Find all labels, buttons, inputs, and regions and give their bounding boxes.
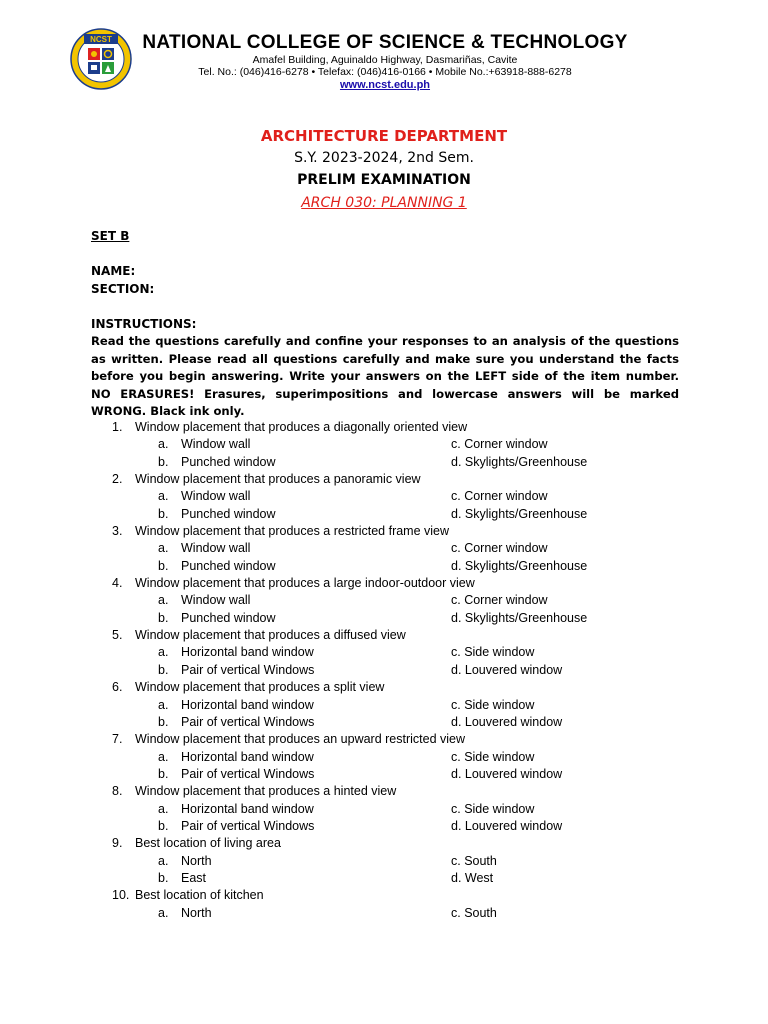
question-number: 10. (112, 888, 130, 903)
option-b: Punched window (181, 454, 276, 469)
option-row (0, 871, 768, 888)
option-b: East (181, 870, 207, 885)
option-row (0, 819, 768, 836)
department-title: ARCHITECTURE DEPARTMENT (260, 127, 508, 145)
option-row (0, 715, 768, 732)
option-letter: a. (158, 593, 169, 608)
option-row (0, 663, 768, 680)
question-number: 6. (112, 680, 123, 695)
question-item (0, 732, 768, 749)
question-text: Window placement that produces a hinted view (135, 784, 397, 799)
option-a: Window wall (181, 489, 251, 504)
option-row (0, 559, 768, 576)
svg-text:NCST: NCST (90, 35, 112, 44)
option-letter: b. (158, 818, 169, 833)
option-letter: b. (158, 662, 169, 677)
question-text: Window placement that produces a diffused view (135, 628, 406, 643)
school-name: NATIONAL COLLEGE OF SCIENCE & TECHNOLOGY (142, 32, 628, 53)
option-row (0, 489, 768, 506)
option-c: c. South (451, 905, 497, 920)
option-d: d. Skylights/Greenhouse (451, 610, 588, 625)
option-row (0, 507, 768, 524)
option-letter: b. (158, 714, 169, 729)
option-a: North (181, 853, 212, 868)
option-c: c. Corner window (451, 541, 548, 556)
option-letter: a. (158, 437, 169, 452)
question-text: Window placement that produces a split view (135, 680, 385, 695)
exam-titles (0, 124, 768, 215)
question-text: Best location of living area (135, 836, 281, 851)
option-letter: a. (158, 697, 169, 712)
course-title: ARCH 030: PLANNING 1 (301, 195, 467, 211)
option-a: Horizontal band window (181, 801, 314, 816)
option-b: Pair of vertical Windows (181, 818, 315, 833)
option-letter: a. (158, 645, 169, 660)
question-number: 5. (112, 628, 123, 643)
option-d: d. Louvered window (451, 818, 563, 833)
option-row (0, 437, 768, 454)
option-c: c. Corner window (451, 489, 548, 504)
question-number: 8. (112, 784, 123, 799)
question-text: Window placement that produces a restricted frame view (135, 524, 450, 539)
option-b: Pair of vertical Windows (181, 714, 315, 729)
option-a: Window wall (181, 541, 251, 556)
option-row (0, 854, 768, 871)
question-number: 3. (112, 524, 123, 539)
option-letter: b. (158, 870, 169, 885)
question-number: 2. (112, 472, 123, 487)
exam-type: PRELIM EXAMINATION (297, 172, 471, 188)
option-c: c. Side window (451, 801, 535, 816)
school-seal-logo (70, 28, 132, 90)
option-row (0, 541, 768, 558)
option-d: d. West (451, 870, 494, 885)
option-letter: a. (158, 541, 169, 556)
option-row (0, 698, 768, 715)
question-number: 1. (112, 420, 123, 434)
school-website-link[interactable]: www.ncst.edu.ph (339, 79, 431, 91)
option-letter: b. (158, 506, 169, 521)
option-row (0, 767, 768, 784)
option-row (0, 750, 768, 767)
option-d: d. Skylights/Greenhouse (451, 454, 588, 469)
option-letter: a. (158, 905, 169, 920)
option-letter: a. (158, 853, 169, 868)
option-c: c. Side window (451, 697, 535, 712)
option-letter: a. (158, 749, 169, 764)
option-c: c. Side window (451, 645, 535, 660)
option-row (0, 611, 768, 628)
option-a: Window wall (181, 437, 251, 452)
option-a: Horizontal band window (181, 645, 314, 660)
option-b: Pair of vertical Windows (181, 766, 315, 781)
option-letter: a. (158, 489, 169, 504)
question-item (0, 784, 768, 801)
option-row (0, 455, 768, 472)
option-d: d. Louvered window (451, 662, 563, 677)
option-c: c. Corner window (451, 437, 548, 452)
question-item (0, 888, 768, 905)
question-item (0, 524, 768, 541)
question-text: Window placement that produces a diagonally oriented view (135, 420, 468, 434)
question-text: Window placement that produces a large indoor-outdoor view (135, 576, 475, 591)
name-label: NAME: (91, 264, 136, 278)
set-label: SET B (91, 229, 130, 243)
option-b: Pair of vertical Windows (181, 662, 315, 677)
question-text: Best location of kitchen (135, 888, 264, 903)
option-b: Punched window (181, 558, 276, 573)
question-text: Window placement that produces an upward restricted view (135, 732, 466, 747)
option-a: Horizontal band window (181, 697, 314, 712)
question-item (0, 628, 768, 645)
option-letter: b. (158, 766, 169, 781)
option-letter: b. (158, 558, 169, 573)
option-row (0, 593, 768, 610)
question-item (0, 836, 768, 853)
question-number: 7. (112, 732, 123, 747)
question-item (0, 472, 768, 489)
option-a: Horizontal band window (181, 749, 314, 764)
option-d: d. Skylights/Greenhouse (451, 558, 588, 573)
question-text: Window placement that produces a panoramic view (135, 472, 421, 487)
instructions-text: Read the questions carefully and confine your responses to an analysis of the questions as written. Please read all questions carefully and make sure you understand the facts before you begin answering. Write your answers on the LEFT side of the item number. NO ERASURES! Erasures, superimpositions and lowercase answers will be marked WRONG. Black ink only. (91, 334, 679, 418)
question-number: 9. (112, 836, 123, 851)
option-a: North (181, 905, 212, 920)
option-row (0, 802, 768, 819)
option-letter: b. (158, 610, 169, 625)
option-b: Punched window (181, 610, 276, 625)
letterhead (0, 0, 768, 100)
option-letter: b. (158, 454, 169, 469)
option-b: Punched window (181, 506, 276, 521)
question-item (0, 420, 768, 437)
option-c: c. Side window (451, 749, 535, 764)
option-d: d. Skylights/Greenhouse (451, 506, 588, 521)
question-item (0, 680, 768, 697)
school-contacts: Tel. No.: (046)416-6278 • Telefax: (046)416-0166 • Mobile No.:+63918-888-6278 (198, 66, 572, 78)
school-year: S.Y. 2023-2024, 2nd Sem. (294, 150, 474, 166)
option-c: c. South (451, 853, 497, 868)
option-row (0, 906, 768, 923)
option-c: c. Corner window (451, 593, 548, 608)
section-label: SECTION: (91, 282, 155, 296)
question-list (0, 420, 768, 923)
school-address: Amafel Building, Aguinaldo Highway, Dasmariñas, Cavite (252, 54, 518, 66)
option-d: d. Louvered window (451, 766, 563, 781)
option-a: Window wall (181, 593, 251, 608)
question-number: 4. (112, 576, 123, 591)
option-letter: a. (158, 801, 169, 816)
question-item (0, 576, 768, 593)
option-d: d. Louvered window (451, 714, 563, 729)
option-row (0, 645, 768, 662)
instructions-heading: INSTRUCTIONS: (91, 317, 197, 331)
